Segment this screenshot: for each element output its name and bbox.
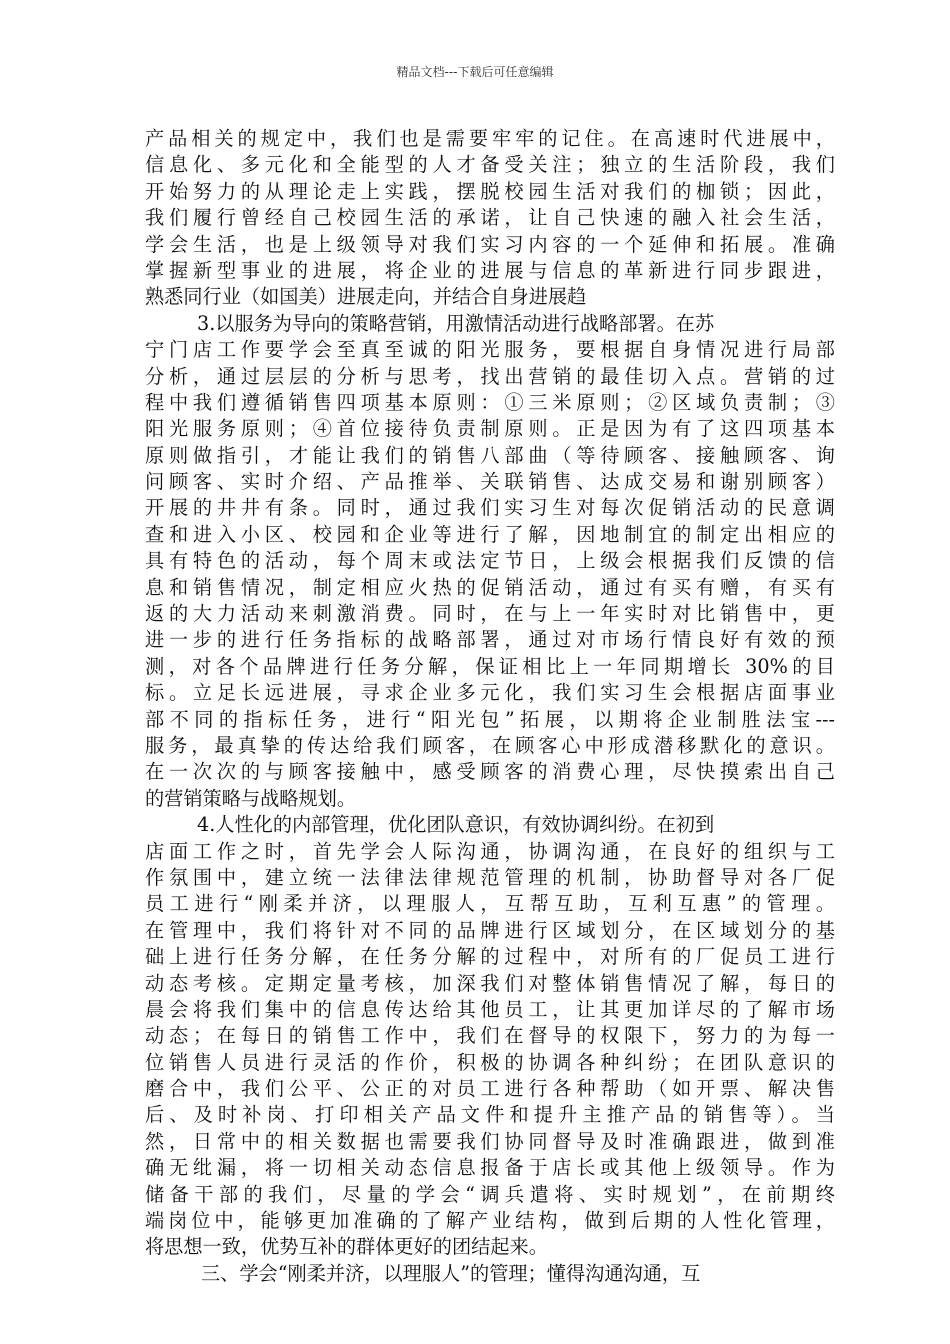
text-line: 宁门店工作要学会至真至诚的阳光服务，要根据自身情况进行局部 bbox=[145, 338, 835, 362]
text-line: 分析，通过层层的分析与思考，找出营销的最佳切入点。营销的过 bbox=[145, 364, 835, 388]
text-line: 员工进行“刚柔并济，以理服人，互帮互助，互利互惠”的管理。 bbox=[145, 892, 835, 916]
text-line: 测，对各个品牌进行任务分解，保证相比上一年同期增长 30%的目 bbox=[145, 654, 835, 678]
text-line: 部不同的指标任务，进行“阳光包”拓展，以期将企业制胜法宝--- bbox=[145, 707, 835, 731]
text-line: 在管理中，我们将针对不同的品牌进行区域划分，在区域划分的基 bbox=[145, 918, 835, 942]
text-line: 三、学会“刚柔并济，以理服人”的管理；懂得沟通沟通，互 bbox=[201, 1261, 701, 1285]
text-line: 产品相关的规定中，我们也是需要牢牢的记住。在高速时代进展中， bbox=[145, 127, 835, 150]
text-line: 具有特色的活动，每个周末或法定节日，上级会根据我们反馈的信 bbox=[145, 549, 835, 573]
document-body bbox=[145, 126, 835, 1287]
text-line: 店面工作之时，首先学会人际沟通，协调沟通，在良好的组织与工 bbox=[145, 839, 835, 863]
text-line: 础上进行任务分解，在任务分解的过程中，对所有的厂促员工进行 bbox=[145, 945, 835, 969]
text-line: 然，日常中的相关数据也需要我们协同督导及时准确跟进，做到准 bbox=[145, 1129, 835, 1153]
text-line: 原则做指引，才能让我们的销售八部曲（等待顾客、接触顾客、询 bbox=[145, 443, 835, 467]
text-line: 标。立足长远进展，寻求企业多元化，我们实习生会根据店面事业 bbox=[145, 681, 835, 705]
text-line: 位销售人员进行灵活的作价，积极的协调各种纠纷；在团队意识的 bbox=[145, 1050, 835, 1074]
text-line: 进一步的进行任务指标的战略部署，通过对市场行情良好有效的预 bbox=[145, 628, 835, 652]
text-line: 4.人性化的内部管理，优化团队意识，有效协调纠纷。在初到 bbox=[197, 813, 715, 837]
text-line: 作氛围中，建立统一法律法律规范管理的机制，协助督导对各厂促 bbox=[145, 865, 835, 889]
text-line: 学会生活，也是上级领导对我们实习内容的一个延伸和拓展。准确 bbox=[145, 232, 835, 256]
text-line: 端岗位中，能够更加准确的了解产业结构，做到后期的人性化管理， bbox=[145, 1209, 835, 1233]
text-line: 储备干部的我们，尽量的学会“调兵遣将、实时规划”，在前期终 bbox=[145, 1182, 835, 1206]
text-line: 的营销策略与战略规划。 bbox=[145, 786, 357, 810]
text-line: 问顾客、实时介绍、产品推举、关联销售、达成交易和谢别顾客） bbox=[145, 470, 835, 494]
text-line: 在一次次的与顾客接触中，感受顾客的消费心理，尽快摸索出自己 bbox=[145, 760, 835, 784]
text-line: 确无纰漏，将一切相关动态信息报备于店长或其他上级领导。作为 bbox=[145, 1156, 835, 1180]
text-line: 晨会将我们集中的信息传达给其他员工，让其更加详尽的了解市场 bbox=[145, 997, 835, 1021]
text-line: 程中我们遵循销售四项基本原则：①三米原则；②区域负责制；③ bbox=[145, 390, 835, 414]
text-line: 3.以服务为导向的策略营销，用激情活动进行战略部署。在苏 bbox=[197, 311, 715, 335]
text-line: 动态考核。定期定量考核，加深我们对整体销售情况了解，每日的 bbox=[145, 971, 835, 995]
text-line: 我们履行曾经自己校园生活的承诺，让自己快速的融入社会生活， bbox=[145, 206, 835, 230]
text-line: 服务，最真挚的传达给我们顾客，在顾客心中形成潜移默化的意识。 bbox=[145, 733, 835, 757]
text-line: 将思想一致，优势互补的群体更好的团结起来。 bbox=[145, 1235, 548, 1259]
text-line: 磨合中，我们公平、公正的对员工进行各种帮助（如开票、解决售 bbox=[145, 1077, 835, 1101]
text-line: 后、及时补岗、打印相关产品文件和提升主推产品的销售等）。当 bbox=[145, 1103, 835, 1127]
text-line: 开始努力的从理论走上实践，摆脱校园生活对我们的枷锁；因此， bbox=[145, 179, 835, 203]
text-line: 开展的井井有条。同时，通过我们实习生对每次促销活动的民意调 bbox=[145, 496, 835, 520]
text-line: 熟悉同行业（如国美）进展走向，并结合自身进展趋 bbox=[145, 285, 587, 309]
text-line: 动态；在每日的销售工作中，我们在督导的权限下，努力的为每一 bbox=[145, 1024, 835, 1048]
text-line: 掌握新型事业的进展，将企业的进展与信息的革新进行同步跟进， bbox=[145, 258, 835, 282]
page-header: 精品文档---下载后可任意编辑 bbox=[396, 65, 554, 79]
text-line: 信息化、多元化和全能型的人才备受关注；独立的生活阶段，我们 bbox=[145, 153, 835, 177]
text-line: 返的大力活动来刺激消费。同时，在与上一年实时对比销售中，更 bbox=[145, 602, 835, 626]
text-line: 查和进入小区、校园和企业等进行了解，因地制宜的制定出相应的 bbox=[145, 522, 835, 546]
text-line: 息和销售情况，制定相应火热的促销活动，通过有买有赠，有买有 bbox=[145, 575, 835, 599]
text-line: 阳光服务原则；④首位接待负责制原则。正是因为有了这四项基本 bbox=[145, 417, 835, 441]
